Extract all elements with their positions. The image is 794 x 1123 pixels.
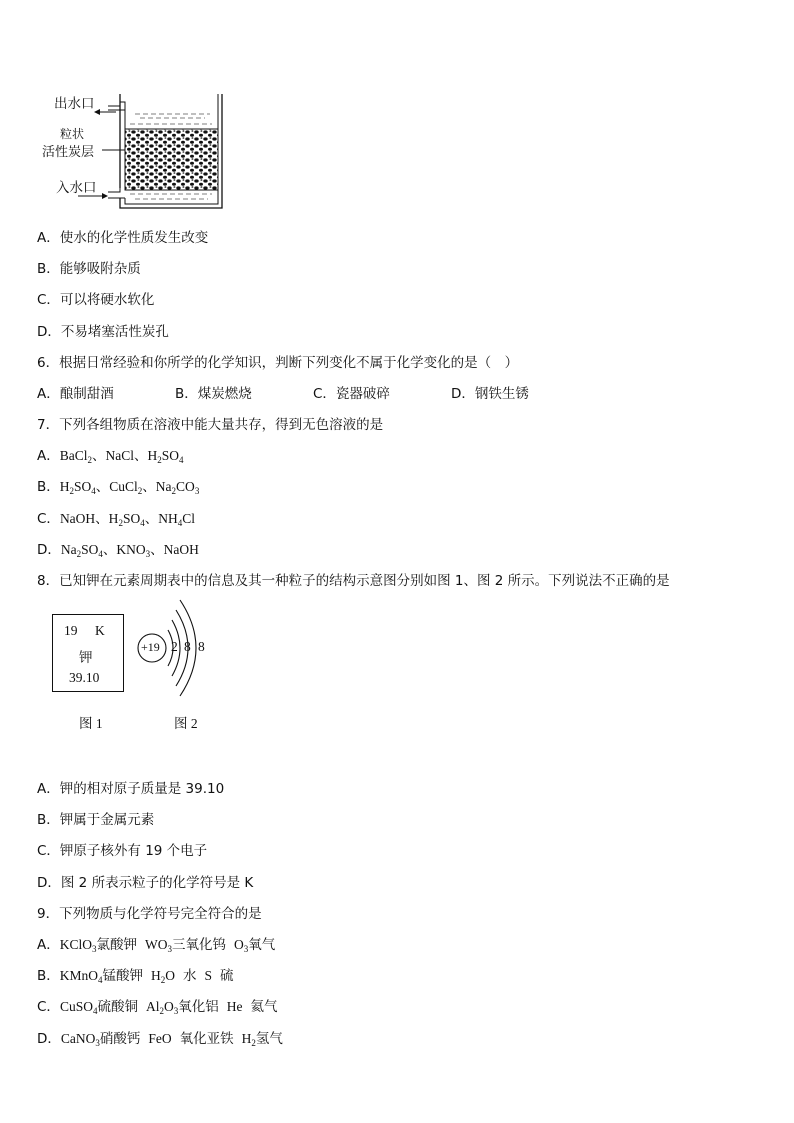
inlet-label: 入水口 <box>56 180 97 196</box>
q7-option-a: A．BaCl$_2$、NaCl、$H_2SO_4$ <box>37 448 184 465</box>
q6-stem: 6．根据日常经验和你所学的化学知识，判断下列变化不属于化学变化的是（ ） <box>37 355 519 371</box>
q9-option-b: B．KMnO$_4$锰酸钾 $H_2O$ 水 S 硫 <box>37 968 234 985</box>
q7-option-c: C．NaOH、$H_2SO_4$、$NH_4Cl$ <box>37 511 195 528</box>
q6-option-c: C．瓷器破碎 <box>313 386 390 402</box>
element-number: 19 <box>64 623 78 638</box>
q8-option-a: A．钾的相对原子质量是 39.10 <box>37 781 225 797</box>
q8-option-c: C．钾原子核外有 19 个电子 <box>37 843 208 859</box>
q8-option-d: D．图 2 所表示粒子的化学符号是 K <box>37 875 254 891</box>
q5-option-c: C．可以将硬水软化 <box>37 292 155 308</box>
shell-2: 8 <box>184 639 191 654</box>
q9-stem: 9．下列物质与化学符号完全符合的是 <box>37 906 262 922</box>
q8-option-b: B．钾属于金属元素 <box>37 812 155 828</box>
q8-stem: 8．已知钾在元素周期表中的信息及其一种粒子的结构示意图分别如图 1、图 2 所示。下列说法不正确的是 <box>37 573 670 589</box>
q9-option-a: A．KClO$_3$氯酸钾 $WO_3$三氧化钨 $O_3$氧气 <box>37 937 276 954</box>
q5-option-d: D．不易堵塞活性炭孔 <box>37 324 169 340</box>
carbon-layer <box>125 129 218 190</box>
element-name: 钾 <box>79 650 93 665</box>
q6-option-b: B．煤炭燃烧 <box>175 386 252 402</box>
fig2-label: 图 2 <box>174 716 198 731</box>
shell-3: 8 <box>198 639 205 654</box>
q6-options <box>37 385 529 403</box>
q6-option-d: D．钢铁生锈 <box>451 386 529 402</box>
fig1-label: 图 1 <box>79 716 103 731</box>
q5-option-b: B．能够吸附杂质 <box>37 261 141 277</box>
filter-figure <box>42 88 230 214</box>
element-symbol: K <box>95 623 105 638</box>
shell-1: 2 <box>171 639 178 654</box>
element-mass: 39.10 <box>69 670 100 685</box>
q7-option-d: D．$Na_2SO_4$、$KNO_3$、NaOH <box>37 542 199 559</box>
q9-option-c: C．CuSO$_4$硫酸铜 $Al_2O_3$氧化铝 He 氦气 <box>37 999 278 1016</box>
outlet-label: 出水口 <box>54 96 95 112</box>
periodic-table-cell <box>52 614 124 692</box>
q6-option-a: A．酿制甜酒 <box>37 386 114 402</box>
q7-stem: 7．下列各组物质在溶液中能大量共存，得到无色溶液的是 <box>37 417 384 433</box>
q7-option-b: B．$H_2SO_4$、CuCl$_2$、$Na_2CO_3$ <box>37 479 200 496</box>
layer-label-1: 粒状 <box>60 127 85 141</box>
q9-option-d: D．CaNO$_3$硝酸钙 FeO 氧化亚铁 $H_2$氢气 <box>37 1031 283 1048</box>
atom-structure <box>134 598 214 698</box>
layer-label-2: 活性炭层 <box>42 145 95 160</box>
q5-option-a: A．使水的化学性质发生改变 <box>37 230 209 246</box>
nucleus-charge: +19 <box>141 640 160 654</box>
